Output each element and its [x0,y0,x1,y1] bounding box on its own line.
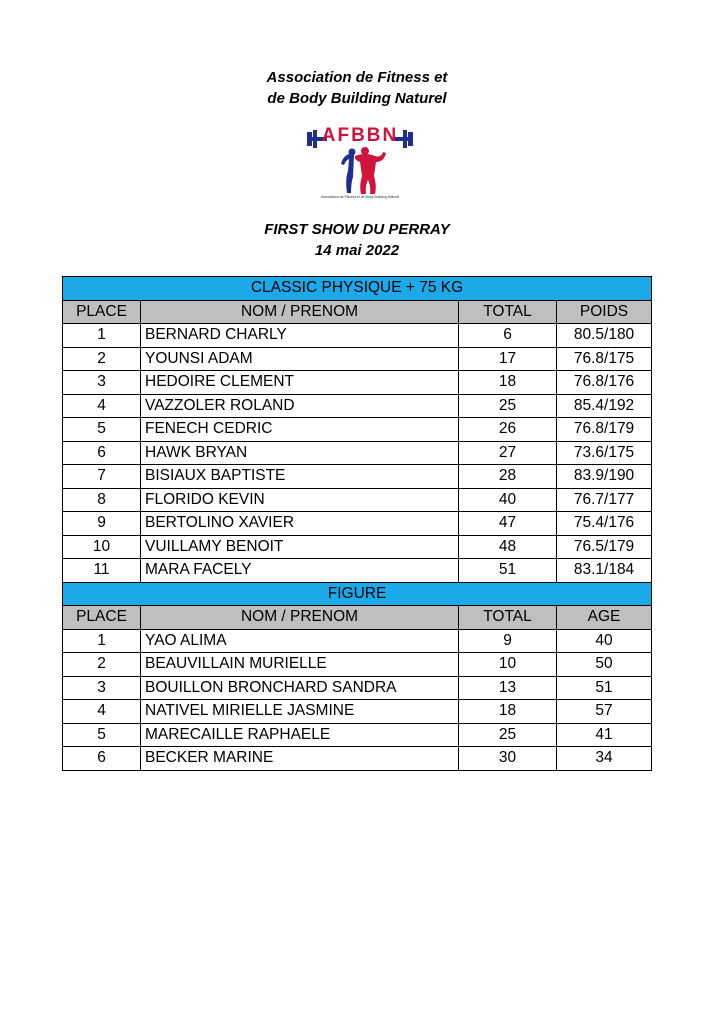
name-cell: BISIAUX BAPTISTE [141,465,459,489]
table-row [63,347,652,371]
name-cell: FENECH CEDRIC [141,418,459,442]
total-cell: 51 [459,559,557,583]
name-cell: MARECAILLE RAPHAELE [141,723,459,747]
place-cell: 2 [63,347,141,371]
place-cell: 1 [63,324,141,348]
age-cell: 34 [557,747,652,771]
total-cell: 6 [459,324,557,348]
name-cell: YAO ALIMA [141,629,459,653]
total-cell: 18 [459,700,557,724]
organization-name-line2: de Body Building Naturel [267,90,447,107]
weight-cell: 76.8/175 [557,347,652,371]
place-cell: 7 [63,465,141,489]
place-cell: 3 [63,676,141,700]
column-header: TOTAL [459,606,557,630]
total-cell: 48 [459,535,557,559]
column-header: NOM / PRENOM [141,300,459,324]
column-header: NOM / PRENOM [141,606,459,630]
section-header-row [63,277,652,301]
column-header: PLACE [63,606,141,630]
age-cell: 40 [557,629,652,653]
total-cell: 47 [459,512,557,536]
age-cell: 51 [557,676,652,700]
place-cell: 3 [63,371,141,395]
table-row [63,559,652,583]
column-header: AGE [557,606,652,630]
total-cell: 10 [459,653,557,677]
total-cell: 25 [459,394,557,418]
event-name: FIRST SHOW DU PERRAY [264,221,450,238]
weight-cell: 76.8/176 [557,371,652,395]
total-cell: 18 [459,371,557,395]
section-title: CLASSIC PHYSIQUE + 75 KG [63,277,652,301]
place-cell: 10 [63,535,141,559]
name-cell: BEAUVILLAIN MURIELLE [141,653,459,677]
table-row [63,700,652,724]
table-row [63,535,652,559]
name-cell: FLORIDO KEVIN [141,488,459,512]
name-cell: BECKER MARINE [141,747,459,771]
column-header-row [63,606,652,630]
section-header-row [63,582,652,606]
place-cell: 2 [63,653,141,677]
column-header: TOTAL [459,300,557,324]
place-cell: 4 [63,700,141,724]
weight-cell: 76.7/177 [557,488,652,512]
weight-cell: 85.4/192 [557,394,652,418]
organization-name-line1: Association de Fitness et [266,69,448,86]
place-cell: 5 [63,723,141,747]
age-cell: 41 [557,723,652,747]
place-cell: 8 [63,488,141,512]
total-cell: 40 [459,488,557,512]
name-cell: NATIVEL MIRIELLE JASMINE [141,700,459,724]
name-cell: HEDOIRE CLEMENT [141,371,459,395]
table-row [63,324,652,348]
place-cell: 11 [63,559,141,583]
total-cell: 13 [459,676,557,700]
weight-cell: 83.9/190 [557,465,652,489]
column-header: POIDS [557,300,652,324]
place-cell: 1 [63,629,141,653]
name-cell: BERNARD CHARLY [141,324,459,348]
table-row [63,676,652,700]
name-cell: HAWK BRYAN [141,441,459,465]
name-cell: VUILLAMY BENOIT [141,535,459,559]
logo-caption: Association de Fitness et de Body Building Naturel [320,195,400,199]
results-table [62,276,652,771]
logo-wordmark: AFBBN [321,125,399,146]
table-row [63,394,652,418]
column-header: PLACE [63,300,141,324]
total-cell: 25 [459,723,557,747]
total-cell: 26 [459,418,557,442]
name-cell: BOUILLON BRONCHARD SANDRA [141,676,459,700]
name-cell: BERTOLINO XAVIER [141,512,459,536]
total-cell: 9 [459,629,557,653]
total-cell: 17 [459,347,557,371]
table-row [63,512,652,536]
name-cell: MARA FACELY [141,559,459,583]
event-date: 14 mai 2022 [314,242,400,259]
weight-cell: 76.5/179 [557,535,652,559]
table-row [63,747,652,771]
table-row [63,629,652,653]
place-cell: 5 [63,418,141,442]
name-cell: VAZZOLER ROLAND [141,394,459,418]
place-cell: 6 [63,747,141,771]
total-cell: 27 [459,441,557,465]
place-cell: 4 [63,394,141,418]
weight-cell: 73.6/175 [557,441,652,465]
age-cell: 50 [557,653,652,677]
total-cell: 30 [459,747,557,771]
weight-cell: 76.8/179 [557,418,652,442]
weight-cell: 80.5/180 [557,324,652,348]
table-row [63,488,652,512]
weight-cell: 75.4/176 [557,512,652,536]
column-header-row [63,300,652,324]
table-row [63,418,652,442]
total-cell: 28 [459,465,557,489]
table-row [63,723,652,747]
table-row [63,441,652,465]
table-row [63,465,652,489]
place-cell: 9 [63,512,141,536]
name-cell: YOUNSI ADAM [141,347,459,371]
table-row [63,653,652,677]
place-cell: 6 [63,441,141,465]
age-cell: 57 [557,700,652,724]
table-row [63,371,652,395]
afbbn-logo [305,120,415,210]
weight-cell: 83.1/184 [557,559,652,583]
section-title: FIGURE [63,582,652,606]
